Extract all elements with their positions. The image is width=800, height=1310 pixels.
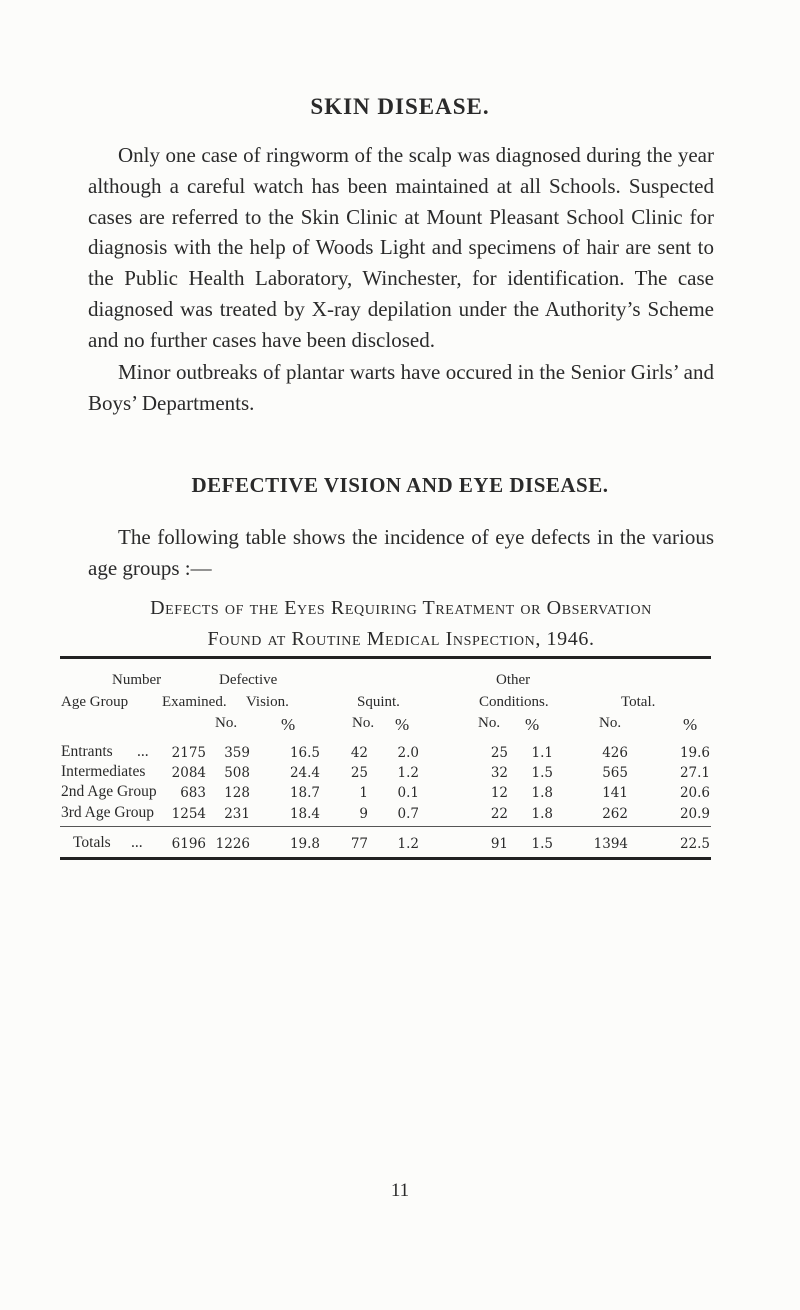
header-other-pct: % <box>525 715 540 734</box>
row-total-no: 565 <box>602 765 628 781</box>
header-vision-no: No. <box>215 715 238 731</box>
table-title-line1: Defects of the Eyes Requiring Treatment or Observation <box>150 597 652 619</box>
header-conditions: Conditions. <box>479 694 549 710</box>
row-vision-no: 231 <box>224 806 250 822</box>
row-squint-no: 1 <box>359 785 368 801</box>
header-squint-pct: % <box>395 715 410 734</box>
row-total-no: 262 <box>602 806 628 822</box>
totals-other-no: 91 <box>490 836 508 852</box>
row-group: 3rd Age Group <box>61 804 154 821</box>
row-vision-no: 508 <box>224 765 250 781</box>
totals-vision-pct: 19.8 <box>289 836 320 852</box>
row-examined: 2084 <box>171 765 206 781</box>
header-total-no: No. <box>599 715 622 731</box>
row-examined: 1254 <box>171 806 206 822</box>
table-title-line2: Found at Routine Medical Inspection, 1946. <box>207 628 595 650</box>
row-group: Intermediates <box>61 763 146 780</box>
header-examined: Examined. <box>162 694 227 710</box>
paragraph-plantar-warts: Minor outbreaks of plantar warts have occured in the Senior Girls’ and Boys’ Departments. <box>88 360 714 415</box>
row-group: 2nd Age Group <box>61 783 157 800</box>
totals-total-no: 1394 <box>593 836 628 852</box>
row-squint-pct: 0.7 <box>397 806 419 822</box>
row-squint-pct: 1.2 <box>397 765 419 781</box>
row-vision-pct: 18.4 <box>289 806 320 822</box>
row-other-pct: 1.8 <box>531 785 553 801</box>
heading-skin-disease: SKIN DISEASE. <box>310 94 490 119</box>
row-other-pct: 1.8 <box>531 806 553 822</box>
row-vision-no: 128 <box>224 785 250 801</box>
totals-vision-no: 1226 <box>215 836 250 852</box>
header-vision-pct: % <box>281 715 296 734</box>
row-vision-no: 359 <box>224 745 250 761</box>
header-other-no: No. <box>478 715 501 731</box>
row-other-pct: 1.5 <box>531 765 553 781</box>
header-vision: Vision. <box>246 694 289 710</box>
header-total: Total. <box>621 694 656 710</box>
row-squint-no: 25 <box>350 765 368 781</box>
totals-squint-pct: 1.2 <box>397 836 419 852</box>
table-bottom-rule <box>60 857 711 860</box>
header-other: Other <box>496 672 531 688</box>
heading-defective-vision: DEFECTIVE VISION AND EYE DISEASE. <box>191 473 609 497</box>
row-squint-pct: 0.1 <box>397 785 419 801</box>
row-squint-no: 42 <box>350 745 368 761</box>
row-other-pct: 1.1 <box>531 745 553 761</box>
row-total-no: 426 <box>602 745 628 761</box>
totals-rule <box>60 826 711 827</box>
row-other-no: 32 <box>490 765 508 781</box>
totals-total-pct: 22.5 <box>679 836 710 852</box>
row-total-pct: 20.9 <box>679 806 710 822</box>
row-vision-pct: 16.5 <box>289 745 320 761</box>
totals-other-pct: 1.5 <box>531 836 553 852</box>
row-total-pct: 19.6 <box>679 745 710 761</box>
header-squint: Squint. <box>357 694 400 710</box>
row-other-no: 12 <box>490 785 508 801</box>
row-other-no: 25 <box>490 745 508 761</box>
row-total-pct: 20.6 <box>679 785 710 801</box>
row-other-no: 22 <box>490 806 508 822</box>
totals-dots: ... <box>131 834 143 851</box>
totals-squint-no: 77 <box>350 836 368 852</box>
header-number: Number <box>112 672 162 688</box>
header-total-pct: % <box>683 715 698 734</box>
paragraph-table-intro: The following table shows the incidence of eye defects in the various age groups :— <box>88 525 714 580</box>
row-examined: 2175 <box>171 745 206 761</box>
row-squint-pct: 2.0 <box>397 745 419 761</box>
row-dots: ... <box>137 743 149 760</box>
paragraph-ringworm: Only one case of ringworm of the scalp was diagnosed during the year although a careful watch has been maintained at all Schools. Suspected cases are referred to the Skin Clinic at Mount Pleasant School Clinic for diagnosis with the help of Woods Light and specimens of hair are sent to the Public Health Laboratory, Winchester, for identification. The case diagnosed was treated by X-ray depilation under the Authority’s Scheme and no further cases have been disclosed. <box>88 143 714 352</box>
table-top-rule <box>60 656 711 659</box>
row-total-no: 141 <box>602 785 628 801</box>
page-number: 11 <box>390 1180 410 1201</box>
row-vision-pct: 24.4 <box>289 765 320 781</box>
row-examined: 683 <box>180 785 206 801</box>
row-squint-no: 9 <box>359 806 368 822</box>
row-total-pct: 27.1 <box>679 765 710 781</box>
totals-label: Totals <box>73 834 111 851</box>
header-squint-no: No. <box>352 715 375 731</box>
totals-examined: 6196 <box>171 836 206 852</box>
header-age-group: Age Group <box>61 694 129 710</box>
row-group: Entrants <box>61 743 113 760</box>
header-defective: Defective <box>219 672 278 688</box>
row-vision-pct: 18.7 <box>289 785 320 801</box>
